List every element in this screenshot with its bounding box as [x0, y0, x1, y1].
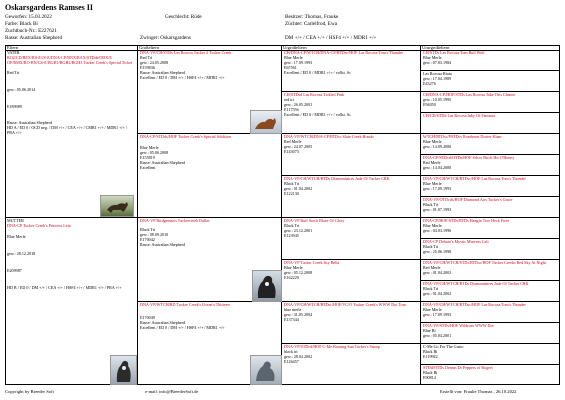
- gg-grandparent-born: gew.: 25.06.1998: [423, 248, 452, 254]
- grandparent-photo: [250, 355, 282, 385]
- gg-grandparent-born: gew.: 01.07.1993: [423, 206, 452, 212]
- gg-grandparent-color: Black Tri: [423, 285, 439, 291]
- great-grandparent-number: E126457: [284, 358, 299, 364]
- gg-grandparent-born: gew.: 10.05.1995: [423, 96, 452, 102]
- grandparent-health: Excellent: [140, 164, 156, 170]
- great-grandparent-color: black tri: [284, 348, 298, 354]
- gg-grandparent-born: gew.: 01.04.2002: [423, 290, 452, 296]
- gg-grandparent-cell: [421, 344, 560, 364]
- gg-grandparent-born: gew.: 07.03.1984: [423, 59, 452, 65]
- great-grandparent-name: CH/STDsd Las Rocosa Tickled Pink: [284, 92, 345, 97]
- dam-health: HD B / ED 0 / DM +/+ / CEA +/+ / HSF4 +/+ / MDR1 +/+ / PRA +/+: [7, 284, 122, 290]
- sire-label: VATER: [7, 50, 20, 55]
- column-header-grandparents: Großeltern: [139, 45, 159, 50]
- sex: Geschlecht: Rüde: [165, 14, 202, 20]
- great-grandparent-cell: [282, 218, 421, 259]
- gg-grandparent-cell: [421, 260, 560, 280]
- owner: Besitzer: Thomas, Frauke: [285, 14, 339, 20]
- gg-grandparent-name: Las Rocosa Riata: [423, 71, 452, 76]
- dam-number: E209987: [7, 267, 22, 273]
- gg-grandparent-cell: [421, 176, 560, 196]
- gg-grandparent-name: STDd/OTDs Dennis Dr Peppers of Bogerf: [423, 365, 493, 370]
- great-grandparent-health: Excellent / ED 0 / MDR1 +/+ / vollst. Sc: [284, 69, 351, 75]
- dog-silhouette-icon: [111, 356, 136, 384]
- sire-titles: RO2/CD/REX/RS-E/JS-E/DNA-CP/BNX/RAX/STDds/ODX/E OF/RMX/RO-BN/GS-E/BGH1/BGH2/BGH3 Tucker Creek's Special Ticket: [7, 54, 133, 65]
- great-grandparent-cell: [282, 134, 421, 175]
- grandparent-name: DNA-CP/STDds/HOF Tucker Creek's Special Addition: [140, 134, 232, 139]
- color: Farbe: Black Bi: [5, 21, 38, 27]
- grandparent-health: Excellent / ED 0 / DM +/+ / HSF4 +/+ / MDR1 +/+: [140, 74, 225, 80]
- gg-grandparent-cell: [421, 323, 560, 343]
- gg-grandparent-cell: [421, 50, 560, 70]
- grandparent-born: gew.: 05.06.2008: [140, 149, 169, 155]
- great-grandparent-color: Black Tri: [284, 222, 300, 228]
- great-grandparent-born: gew.: 17.09.1993: [284, 59, 313, 65]
- gg-grandparent-cell: [421, 281, 560, 301]
- great-grandparent-born: gew.: 28.04.2002: [284, 353, 313, 359]
- gg-grandparent-name: DNA-VP/OTDcds/HOF Diamond Airs Tucker's Grace: [423, 197, 513, 202]
- great-grandparent-name: DNA-VP/WTCH/DNA-CP/RTDsc Slate Creek Hondo: [284, 134, 374, 139]
- footer-copyright: Copyright by Breeder Soft: [5, 389, 54, 394]
- great-grandparent-cell: [282, 50, 421, 91]
- gg-grandparent-name: DNA-VP/CH/WTCH/RTDsc/HOF Las Rocosa Tom's Thunder: [423, 302, 526, 307]
- great-grandparent-color: red tri: [284, 96, 294, 102]
- birth-date: Geworfen: 15.03.2022: [5, 14, 52, 20]
- great-grandparent-born: gew.: 24.07.2005: [284, 143, 313, 149]
- grandparent-name: DNA-VP Bridgeman's Tuckercreek Dallas: [140, 218, 210, 223]
- gg-grandparent-number: E90814: [423, 374, 436, 380]
- great-grandparent-name: DNA-VP/CH/WTCH/RTDs Diamondaires Jade Of Tucker CRK: [284, 176, 390, 181]
- gg-grandparent-cell: [421, 92, 560, 112]
- great-grandparent-cell: [282, 92, 421, 133]
- sire-number: E189989: [7, 103, 22, 109]
- sire-photo: [100, 195, 134, 217]
- gg-grandparent-number: E119942: [423, 353, 438, 359]
- gg-grandparent-cell: [421, 155, 560, 175]
- gg-grandparent-born: gew.: 04.03.1996: [423, 227, 452, 233]
- gg-grandparent-born: gew.: 14.04.2000: [423, 164, 452, 170]
- grandparent-number: E155819: [140, 154, 155, 160]
- great-grandparent-name: DNA-VP/CH/WTCH/RTDsc/HOF/VC/O Tucker Creek's WWW Dot Tom: [284, 302, 406, 307]
- sire-cell: [5, 50, 137, 217]
- dog-silhouette-icon: [251, 356, 281, 384]
- sire-color: Red Tri: [7, 69, 20, 75]
- grandparent-name: DNA-VP/CH/STDs Las Rocosa Tucker 2 Tucker Creek: [140, 50, 232, 55]
- gg-grandparent-number: E43276: [423, 80, 436, 86]
- gg-grandparent-color: Black Bi: [423, 348, 438, 354]
- gg-grandparent-color: Black Bi: [423, 369, 438, 375]
- dam-born: gew.: 28.12.2018: [7, 250, 36, 256]
- gg-grandparent-name: CH/DNA-CP/HOF/STDs Las Rocosa Take This Chance: [423, 92, 516, 97]
- grandparent-born: gew.: 08.09.2010: [140, 231, 169, 237]
- dam-color: Blue Merle: [7, 233, 26, 239]
- gg-grandparent-born: gew.: 14.09.2000: [423, 143, 452, 149]
- gg-grandparent-color: Black Tri: [423, 201, 439, 207]
- pedigree-title: Oskarsgardens Ramses II: [5, 3, 94, 12]
- gg-grandparent-name: DNA-CP/STDcd/OTDs/HOF Silver Birch Hit O'Honey: [423, 155, 515, 160]
- gg-grandparent-color: Blue Merle: [423, 138, 442, 144]
- gg-grandparent-born: gew.: 17.04.1989: [423, 75, 452, 81]
- grandparent-color: Black Tri: [140, 226, 156, 232]
- sire-breed: Rasse: Australian Shepherd: [7, 120, 53, 126]
- gg-grandparent-name: WTCH/RTDsc/PATDcs Roseheart Dozier Khan: [423, 134, 502, 139]
- gg-grandparent-name: DNA-VP/CH/WTCH/RTDs Diamondaires Jade Of Tucker CRK: [423, 281, 529, 286]
- column-header-parents: Eltern: [7, 45, 19, 50]
- gg-grandparent-color: Red Merle: [423, 264, 441, 270]
- gg-grandparent-name: DNA-VP/CH/WTCH/RTDsc/HOF Las Rocosa Tom's Thunder: [423, 176, 526, 181]
- footer-created-by: Erstellt von: Frauke Thomas , 26.10.2022: [440, 389, 517, 394]
- dam-titles: DNA-CP Tucker Creek's Princess Leia: [7, 222, 71, 228]
- great-grandparent-number: E137344: [284, 316, 299, 322]
- gg-grandparent-cell: [421, 134, 560, 154]
- great-grandparent-name: DNA-VP Tucker Creek Itsy Bella: [284, 260, 340, 265]
- great-grandparent-name: DNA-VP/STDcd/HOF C-Me Roaring Sun Tucker's Snoop: [284, 344, 380, 349]
- great-grandparent-color: Blue Merle: [284, 54, 303, 60]
- gg-grandparent-name: CH/CD/STDd Las Rocosa Inky Of Fantasia: [423, 113, 495, 118]
- kennel: Zwinger: Oskarsgardens: [140, 35, 191, 41]
- great-grandparent-number: E123945: [284, 232, 299, 238]
- grandparent-breed: Rasse: Australian Shepherd: [140, 241, 186, 247]
- gg-grandparent-cell: [421, 113, 560, 133]
- great-grandparent-number: E67561: [284, 64, 297, 70]
- breeder: Züchter: Carlelfrod, Ewa: [285, 21, 337, 27]
- great-grandparent-cell: [282, 302, 421, 343]
- great-grandparent-cell: [282, 344, 421, 385]
- gg-grandparent-name: DNA-CP/HOF/STDs/RTDs Hangin Tree Heck Fiere: [423, 218, 510, 223]
- health-results: DM +/+ / CEA +/+ / HSF4 +/+ / MDR1 +/+: [285, 35, 377, 41]
- gg-grandparent-color: Blue Merle: [423, 306, 442, 312]
- gg-grandparent-cell: [421, 71, 560, 91]
- gg-grandparent-cell: [421, 302, 560, 322]
- great-grandparent-born: gew.: 05.12.2008: [284, 269, 313, 275]
- great-grandparent-color: Red Merle: [284, 138, 302, 144]
- gg-grandparent-color: Blue Merle: [423, 222, 442, 228]
- great-grandparent-born: gew.: 31.05.2004: [284, 311, 313, 317]
- great-grandparent-color: Blue Merle: [284, 264, 303, 270]
- gg-grandparent-born: gew.: 17.09.1993: [423, 185, 452, 191]
- sire-born: gew.: 05.06.2014: [7, 86, 36, 92]
- column-header-gg-grandparents: Ururgroßeltern: [422, 45, 450, 50]
- column-header-great-grandparents: Urgroßeltern: [283, 45, 307, 50]
- great-grandparent-number: E143073: [284, 148, 299, 154]
- dog-silhouette-icon: [101, 196, 133, 216]
- grandparent-breed: Rasse: Australian Shepherd: [140, 69, 186, 75]
- breed: Rasse: Australian Shepherd: [5, 35, 63, 41]
- grandparent-health: Excellent / ED 0 / DM +/+ / HSF4 +/+ / MDR1 +/+: [140, 324, 225, 330]
- dam-photo: [110, 355, 137, 385]
- gg-grandparent-color: Black Tri: [423, 243, 439, 249]
- great-grandparent-born: gew.: 23.12.2001: [284, 227, 313, 233]
- gg-grandparent-color: Blue Merle: [423, 180, 442, 186]
- grandparent-breed: Rasse: Australian Shepherd: [140, 159, 186, 165]
- dam-label: MUTTER: [7, 218, 24, 223]
- gg-grandparent-name: C-Me Go For The Gusto: [423, 344, 464, 349]
- great-grandparent-color: blue merle: [284, 306, 302, 312]
- grandparent-number: E159836: [140, 64, 155, 70]
- grandparent-born: gew.: 24.05.2008: [140, 59, 169, 65]
- grandparent-photo: [250, 110, 282, 134]
- gg-grandparent-name: CH/STDs Las Rocosa Tom Bull Wolf: [423, 50, 485, 55]
- great-grandparent-number: E117556: [284, 106, 299, 112]
- gg-grandparent-color: Red Merle: [423, 159, 441, 165]
- gg-grandparent-born: gew.: 05.04.2001: [423, 332, 452, 338]
- grandparent-number: E170049: [140, 314, 155, 320]
- great-grandparent-health: Excellent / ED 0 / MDR1 +/+ / vollst. Sc: [284, 111, 351, 117]
- grandparent-name: DNA-VP/WTCH/RD Tucker Creek's Ocean's Thirteen: [140, 302, 230, 307]
- grandparent-color: Red Tri: [140, 54, 153, 60]
- great-grandparent-number: E122130: [284, 190, 299, 196]
- gg-grandparent-number: E94050: [423, 101, 436, 107]
- grandparent-number: E170042: [140, 236, 155, 242]
- dog-silhouette-icon: [251, 111, 281, 133]
- grandparent-breed: Rasse: Australian Shepherd: [140, 319, 186, 325]
- gg-grandparent-cell: [421, 197, 560, 217]
- great-grandparent-name: CH/DNA-CP/WTCH/DNA-CP/RTDsc/HOF Las Rocosa Tom's Thunder: [284, 50, 403, 55]
- great-grandparent-born: gew.: 26.05.2001: [284, 101, 313, 107]
- gg-grandparent-cell: [421, 365, 560, 385]
- footer-email[interactable]: e-mail: info@BreederSoft.de: [145, 389, 199, 394]
- sire-health: HD A / ED 0 / OCD neg. / DM +/+ / CEA +/+ / CMR1 +/+ / MDR1 +/+ / PRA +/+: [7, 125, 128, 136]
- grandparent-color: Blue Merle: [140, 144, 159, 150]
- dog-silhouette-icon: [253, 271, 281, 301]
- gg-grandparent-born: gew.: 17.09.1993: [423, 311, 452, 317]
- great-grandparent-cell: [282, 260, 421, 301]
- gg-grandparent-name: DNA-CP Deharo's Mystic Mistress Cali: [423, 239, 489, 244]
- grandparent-cell: [138, 134, 281, 217]
- gg-grandparent-born: gew.: 01.04.2002: [423, 269, 452, 275]
- gg-grandparent-color: Blue Bi: [423, 327, 436, 333]
- great-grandparent-color: Black Tri: [284, 180, 300, 186]
- gg-grandparent-cell: [421, 239, 560, 259]
- gg-grandparent-color: Blue Merle: [423, 54, 442, 60]
- gg-grandparent-cell: [421, 218, 560, 238]
- studbook-number: Zuchtbuch-Nr.: E227621: [5, 28, 57, 34]
- gg-grandparent-name: DNA-VP/STDs/HOF Wildrose WWW Dot: [423, 323, 494, 328]
- great-grandparent-number: E162229: [284, 274, 299, 280]
- great-grandparent-cell: [282, 176, 421, 217]
- grandparent-photo: [252, 270, 282, 302]
- gg-grandparent-name: DNA-VP/CH/WTCH/STDs/RTDsc/HOF Tucker Creeks Red Sky At Night: [423, 260, 546, 265]
- great-grandparent-name: DNA-VP Ruff Stock Blaze Of Glory: [284, 218, 345, 223]
- great-grandparent-born: gew.: 01.04.2002: [284, 185, 313, 191]
